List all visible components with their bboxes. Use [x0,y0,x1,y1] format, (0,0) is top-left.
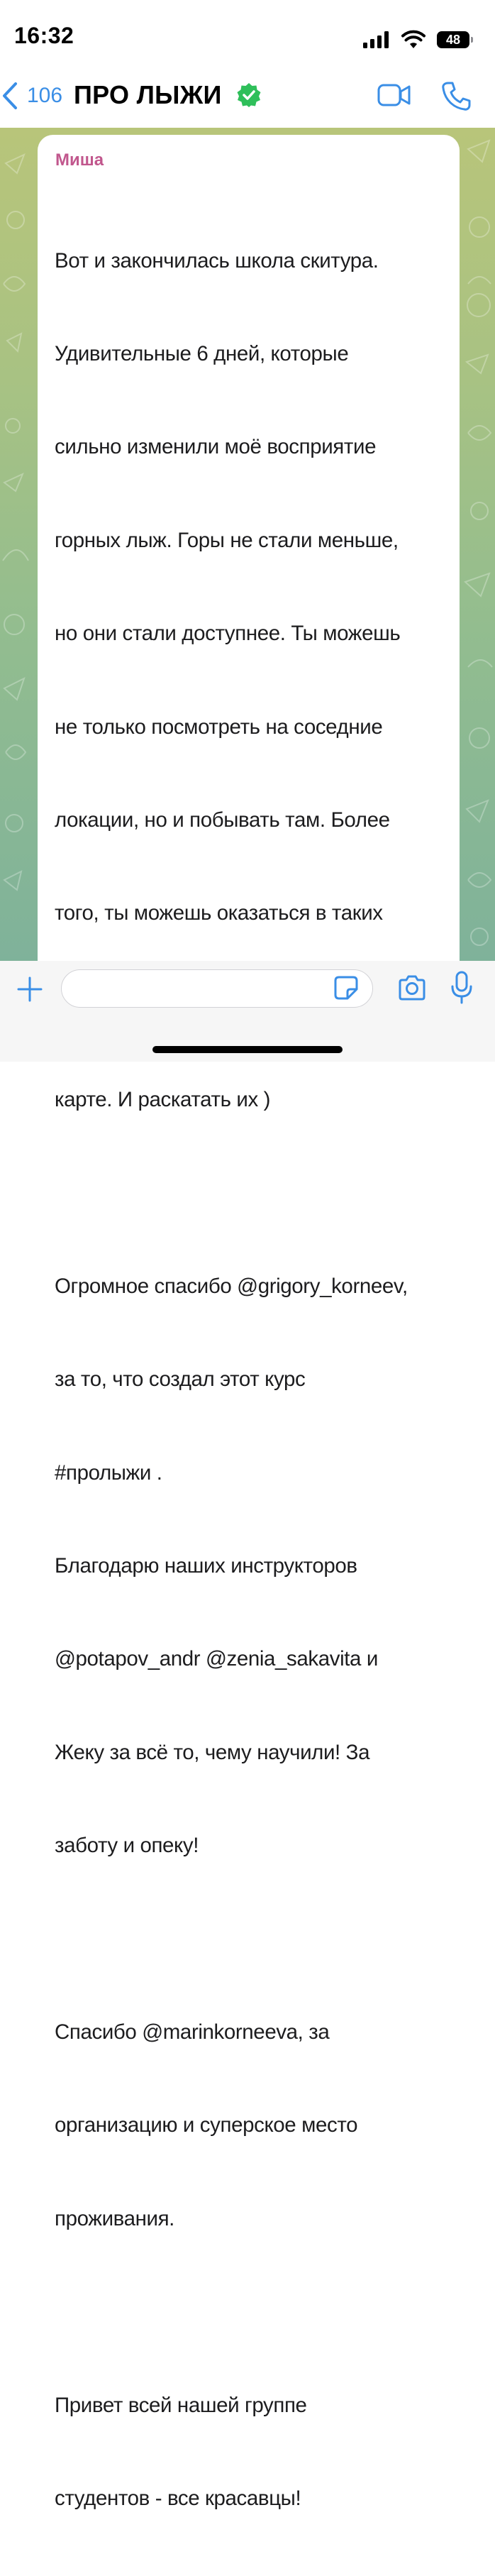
battery-level: 48 [445,32,461,47]
message-line: Спасибо @marinkorneeva, за [55,2020,330,2044]
message-line: того, ты можешь оказаться в таких [55,901,383,925]
microphone-icon[interactable] [450,971,474,1005]
status-time: 16:32 [14,23,74,48]
message-line: Жеку за всё то, чему научили! За [55,1740,370,1764]
message-line: не только посмотреть на соседние [55,715,383,739]
message-line: #пролыжи . [55,1460,162,1485]
battery-icon [437,31,469,48]
message-line [55,1178,452,1209]
message-line: Удивительные 6 дней, которые [55,341,349,365]
message-line: проживания. [55,2206,174,2230]
sticker-icon[interactable] [333,975,359,1001]
message-line: горных лыж. Горы не стали меньше, [55,528,399,552]
message-line: Привет всей нашей группе [55,2393,307,2417]
chat-title-area[interactable] [74,80,262,110]
wifi-icon [401,31,426,48]
message-line: Благодарю наших инструкторов [55,1554,357,1578]
message-line: заботу и опеку! [55,1834,199,1858]
message-line [55,2296,452,2328]
message-text [55,183,452,2576]
back-button[interactable] [0,78,62,114]
message-input[interactable] [61,969,373,1008]
unread-count: 106 [27,84,63,107]
plus-icon[interactable] [16,975,44,1003]
message-composer [0,961,495,1062]
phone-icon[interactable] [441,81,472,112]
verified-icon [236,82,262,108]
message-line: сильно изменили моё восприятие [55,435,377,459]
message-line [55,1924,452,1955]
message-line: Огромное спасибо @grigory_korneev, [55,1274,408,1298]
message-bubble[interactable] [38,135,460,2510]
message-line: за то, что создал этот курс [55,1367,306,1392]
sender-name[interactable]: Миша [55,150,104,170]
message-line: но они стали доступнее. Ты можешь [55,622,401,646]
message-line: Вот и закончилась школа скитура. [55,248,379,273]
chat-title: ПРО ЛЫЖИ [74,80,222,109]
chat-header [0,71,495,128]
message-line: студентов - все красавцы! [55,2486,301,2510]
chat-area[interactable] [0,128,495,2510]
home-indicator[interactable] [152,1046,343,1053]
status-bar [0,0,495,71]
message-line: организацию и суперское место [55,2113,358,2137]
camera-icon[interactable] [397,974,427,1002]
signal-icon [363,31,390,48]
chevron-left-icon [1,82,18,110]
message-line: карте. И раскатать их ) [55,1088,271,1112]
status-icons [363,31,469,48]
message-line: @potapov_andr @zenia_sakavita и [55,1647,378,1671]
message-line: локации, но и побывать там. Более [55,808,390,832]
video-call-icon[interactable] [377,82,411,108]
